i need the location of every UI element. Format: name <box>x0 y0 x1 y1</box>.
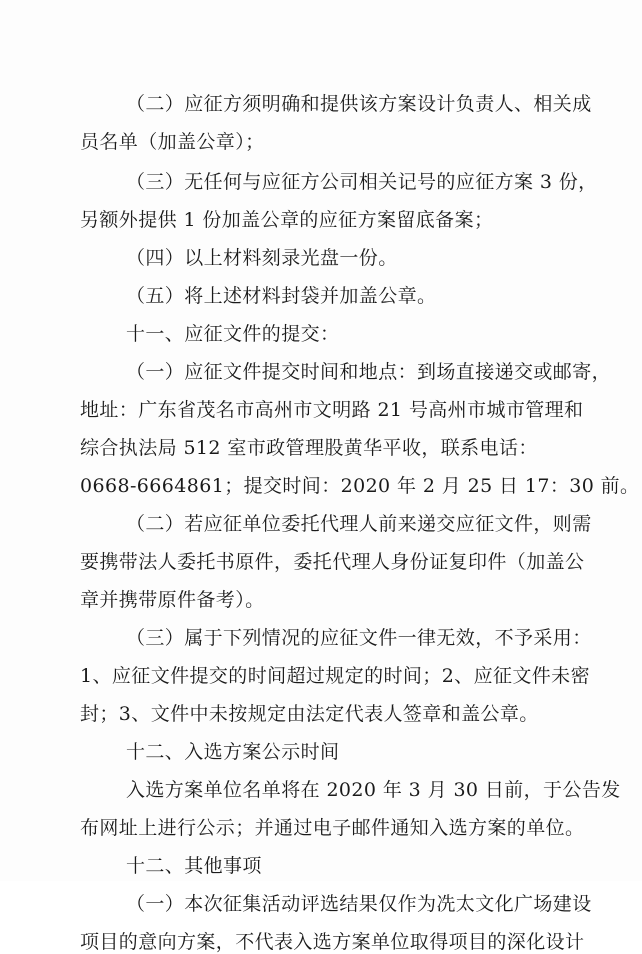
paragraph-line: 封；3、文件中未按规定由法定代表人签章和盖公章。 <box>80 703 539 725</box>
paragraph-line: （三）无任何与应征方公司相关记号的应征方案 3 份， <box>126 171 598 193</box>
paragraph-line: （一）应征文件提交时间和地点：到场直接递交或邮寄， <box>126 361 612 383</box>
paragraph-line: （五）将上述材料封袋并加盖公章。 <box>126 285 437 307</box>
paragraph-line: 员名单（加盖公章）； <box>80 131 265 153</box>
paragraph-line: 要携带法人委托书原件，委托代理人身份证复印件（加盖公 <box>80 551 585 573</box>
paragraph-line: （四）以上材料刻录光盘一份。 <box>126 247 398 269</box>
paragraph-line: 项目的意向方案，不代表入选方案单位取得项目的深化设计 <box>80 931 585 953</box>
paragraph-line: 地址：广东省茂名市高州市文明路 21 号高州市城市管理和 <box>80 399 584 421</box>
section-heading: 十二、入选方案公示时间 <box>126 741 340 763</box>
paragraph-line: （二）若应征单位委托代理人前来递交应征文件，则需 <box>126 513 592 535</box>
section-heading: 十一、应征文件的提交： <box>126 323 340 345</box>
paragraph-line: （二）应征方须明确和提供该方案设计负责人、相关成 <box>126 93 592 115</box>
paragraph-line: （一）本次征集活动评选结果仅作为冼太文化广场建设 <box>126 893 592 915</box>
section-heading: 十二、其他事项 <box>126 855 262 877</box>
paragraph-line: 另额外提供 1 份加盖公章的应征方案留底备案； <box>80 209 494 231</box>
paragraph-line: 章并携带原件备考）。 <box>80 589 265 611</box>
paragraph-line: 综合执法局 512 室市政管理股黄华平收，联系电话： <box>80 437 538 459</box>
paragraph-line: 入选方案单位名单将在 2020 年 3 月 30 日前，于公告发 <box>126 779 621 801</box>
paragraph-line: 0668-6664861；提交时间：2020 年 2 月 25 日 17：30 前。 <box>80 475 640 497</box>
paragraph-line: （三）属于下列情况的应征文件一律无效，不予采用： <box>126 627 592 649</box>
paragraph-line: 布网址上进行公示；并通过电子邮件通知入选方案的单位。 <box>80 817 585 839</box>
paragraph-line: 1、应征文件提交的时间超过规定的时间；2、应征文件未密 <box>80 665 590 687</box>
